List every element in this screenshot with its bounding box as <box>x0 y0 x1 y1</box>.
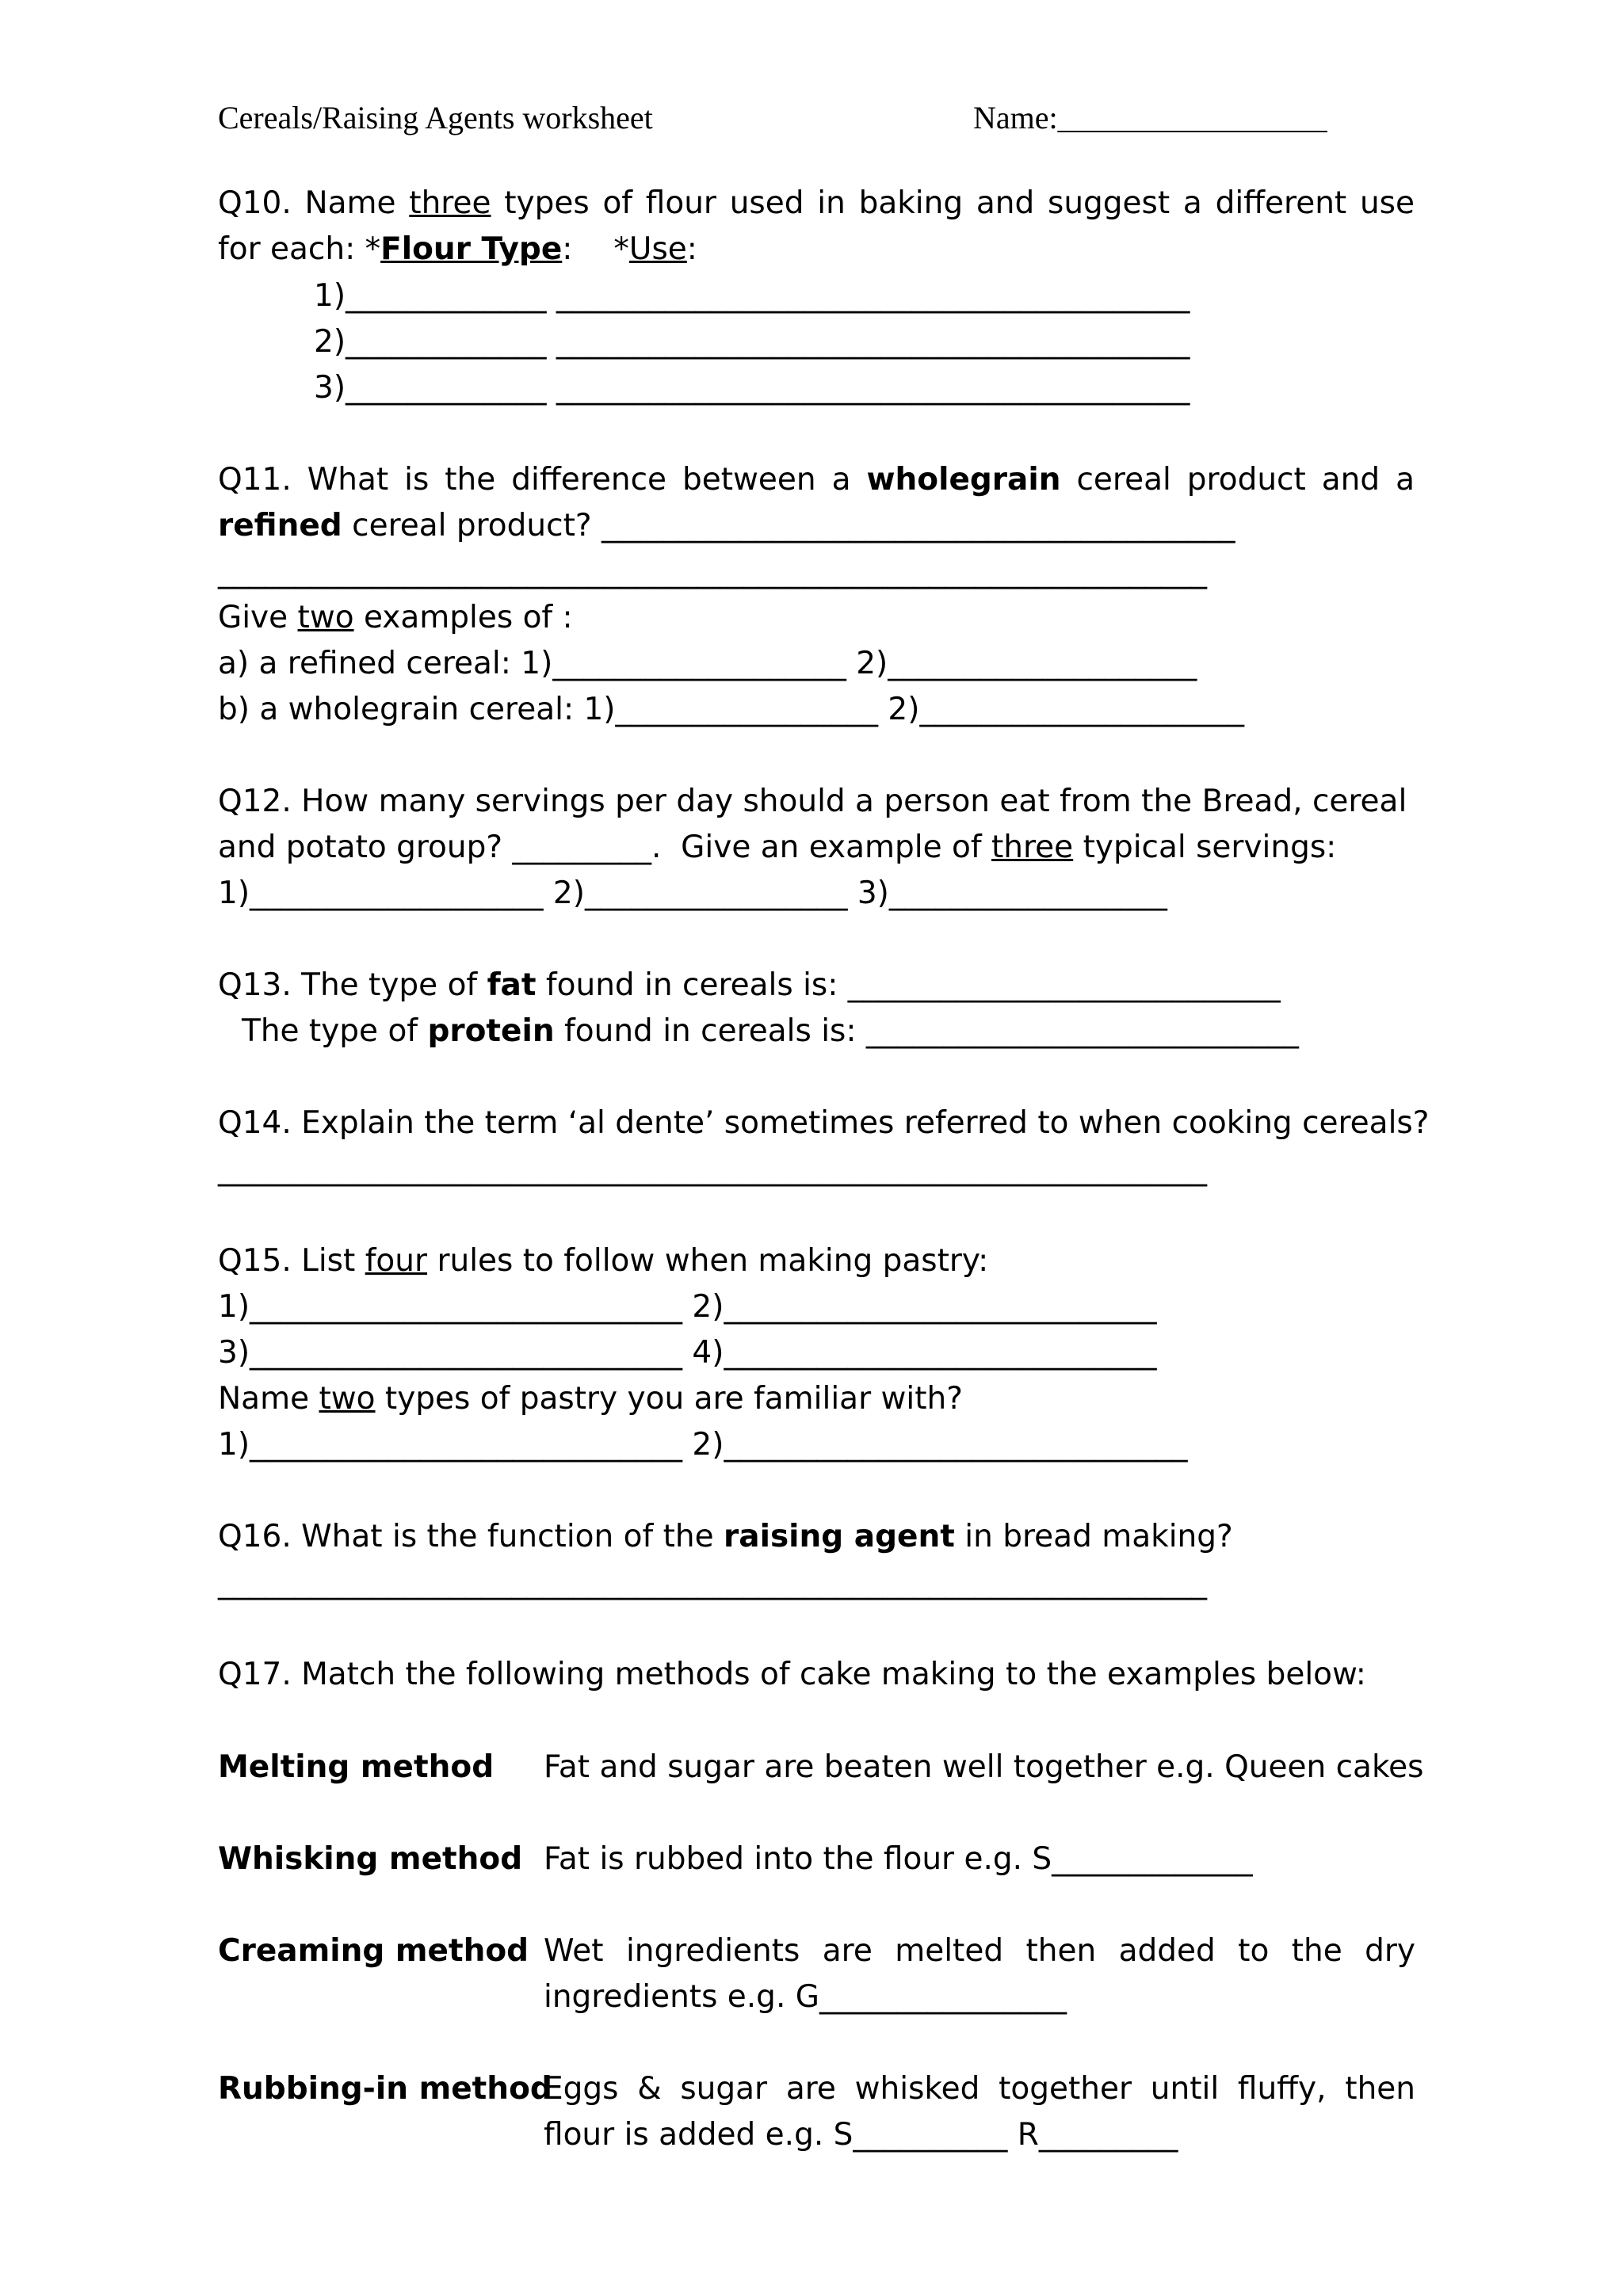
q11-blank-line: ________________________________________________________________ <box>218 554 1207 589</box>
q11-line1: Q11. What is the difference between a wholegrain cereal product and a <box>218 462 1415 498</box>
q15-rules-row1: 1)____________________________ 2)____________________________ <box>218 1289 1157 1325</box>
q11-refined-examples: a) a refined cereal: 1)___________________ 2)____________________ <box>218 646 1197 681</box>
q10-line1: Q10. Name three types of flour used in baking and suggest a different use <box>218 185 1415 221</box>
q11-wholegrain-examples: b) a wholegrain cereal: 1)_________________ 2)_____________________ <box>218 692 1244 727</box>
q10-answer-3: 3)_____________ _________________________________________ <box>314 370 1190 406</box>
example-rubbed-in: Fat is rubbed into the flour e.g. S_____________ <box>544 1841 1253 1877</box>
q13-protein-line: The type of protein found in cereals is: ____________________________ <box>242 1013 1299 1049</box>
q16-question: Q16. What is the function of the raising agent in bread making? <box>218 1519 1233 1554</box>
example-whisked-line1: Eggs & sugar are whisked together until fluffy, then <box>544 2071 1415 2107</box>
q14-blank-line: ________________________________________________________________ <box>218 1151 1207 1187</box>
q15-pastry-row: 1)____________________________ 2)______________________________ <box>218 1427 1188 1463</box>
q13-fat-line: Q13. The type of fat found in cereals is: ____________________________ <box>218 967 1281 1003</box>
q17-question: Q17. Match the following methods of cake making to the examples below: <box>218 1657 1366 1692</box>
name-field: Name:_________________ <box>973 100 1327 135</box>
q10-line2: for each: *Flour Type: *Use: <box>218 231 697 267</box>
q15-rules-row2: 3)____________________________ 4)____________________________ <box>218 1335 1157 1371</box>
method-creaming: Creaming method <box>218 1933 529 1969</box>
q11-line2: refined cereal product? _________________________________________ <box>218 508 1235 543</box>
q14-question: Q14. Explain the term ‘al dente’ sometimes referred to when cooking cereals? <box>218 1105 1430 1141</box>
q10-answer-2: 2)_____________ _________________________________________ <box>314 324 1190 360</box>
method-whisking: Whisking method <box>218 1841 523 1877</box>
q12-line2: and potato group? _________. Give an example of three typical servings: <box>218 830 1337 865</box>
worksheet-title: Cereals/Raising Agents worksheet <box>218 100 653 135</box>
method-melting: Melting method <box>218 1749 495 1785</box>
q11-give-two: Give two examples of : <box>218 600 573 635</box>
q16-blank-line: ________________________________________________________________ <box>218 1565 1207 1600</box>
example-queen-cakes: Fat and sugar are beaten well together e.g. Queen cakes <box>544 1749 1424 1785</box>
q15-question: Q15. List four rules to follow when making pastry: <box>218 1243 989 1279</box>
q12-line1: Q12. How many servings per day should a person eat from the Bread, cereal <box>218 784 1407 819</box>
q10-answer-1: 1)_____________ _________________________________________ <box>314 278 1190 314</box>
q12-servings-line: 1)___________________ 2)_________________ 3)__________________ <box>218 875 1167 911</box>
example-melted-line2: ingredients e.g. G________________ <box>544 1979 1067 2015</box>
example-melted-line1: Wet ingredients are melted then added to the dry <box>544 1933 1415 1969</box>
example-whisked-line2: flour is added e.g. S__________ R_________ <box>544 2117 1178 2153</box>
q15-pastry-question: Name two types of pastry you are familiar with? <box>218 1381 963 1417</box>
method-rubbing-in: Rubbing-in method <box>218 2071 552 2107</box>
